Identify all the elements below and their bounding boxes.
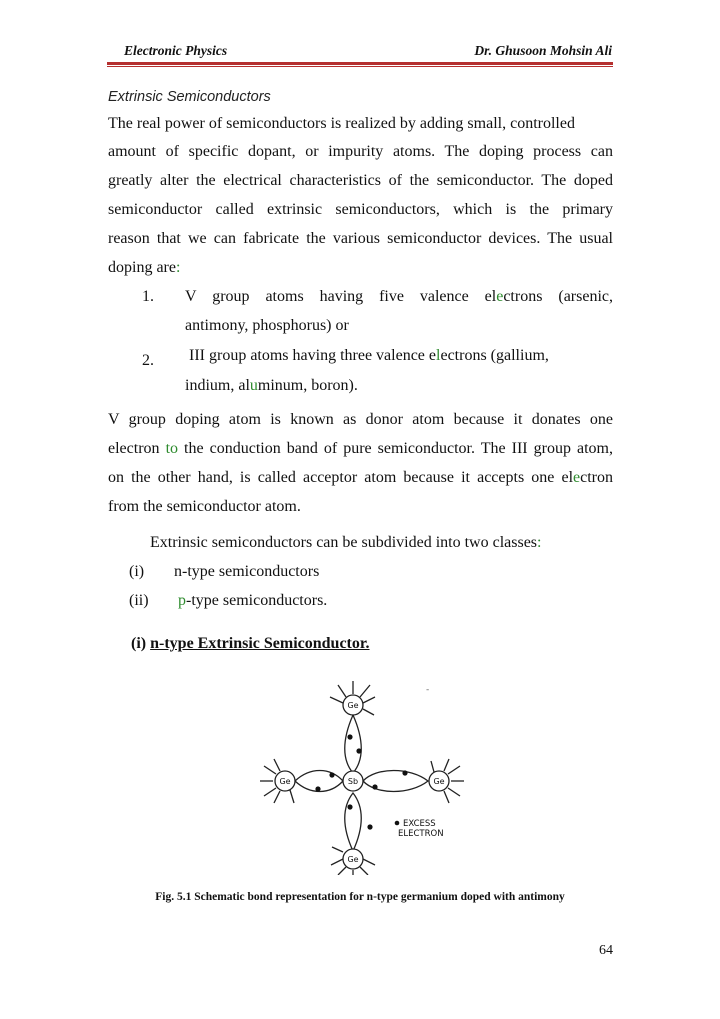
list-item1-line2: antimony, phosphorus) or xyxy=(185,317,349,334)
bond-diagram xyxy=(250,675,480,875)
para1-line5: reason that we can fabricate the various semiconductor devices. The usual xyxy=(108,230,613,247)
list-item2-text-c: ectrons (gallium, xyxy=(440,347,549,364)
para2-line2-b: to xyxy=(165,440,179,457)
bond-lobe-bottom xyxy=(345,793,362,851)
para3-line1-text: Extrinsic semiconductors can be subdivided into two classes xyxy=(150,534,538,551)
atom-top-label: Ge xyxy=(347,701,359,710)
electron xyxy=(315,786,320,791)
list-item2-line2 xyxy=(185,376,358,396)
list-item2-text-a: III group atoms having three valence e xyxy=(189,347,437,364)
subsection-title xyxy=(131,635,370,653)
figure-dash: - xyxy=(426,685,430,695)
class1-number: (i) xyxy=(129,563,145,580)
atom-right-label: Ge xyxy=(433,777,445,786)
para1-line2: amount of specific dopant, or impurity atoms. The doping process can xyxy=(108,143,613,160)
para2-line3 xyxy=(108,468,613,488)
class2-number: (ii) xyxy=(129,592,149,609)
legend-line1: EXCESS xyxy=(403,819,436,829)
list-item2-line2-b: u xyxy=(249,377,258,394)
legend-electron-dot xyxy=(395,821,400,826)
list-item2-number: 2. xyxy=(142,352,154,369)
electron xyxy=(367,824,372,829)
section-title: Extrinsic Semiconductors xyxy=(108,89,271,105)
page-number: 64 xyxy=(599,943,613,958)
list-item1-text-c: ctrons (arsenic, xyxy=(503,288,613,305)
class1-text-b: -type semiconductors xyxy=(182,563,320,580)
header-rule-thin xyxy=(107,66,613,67)
header-right: Dr. Ghusoon Mohsin Ali xyxy=(474,43,612,58)
bond-lobe-right xyxy=(363,771,428,792)
legend-line2: ELECTRON xyxy=(398,829,444,839)
para1-line6 xyxy=(108,258,180,278)
list-item1-text-a: V group atoms having five valence el xyxy=(185,288,497,305)
electron xyxy=(347,804,352,809)
electron xyxy=(402,770,407,775)
para3-line1-colon: : xyxy=(537,534,542,551)
electron xyxy=(347,734,352,739)
para1-line4: semiconductor called extrinsic semiconductors, which is the primary xyxy=(108,201,613,218)
para2-line2-c: the conduction band of pure semiconductor. The III group atom, xyxy=(178,440,614,457)
list-item2-line2-c: minum, boron). xyxy=(257,377,358,394)
class2-text-a: p xyxy=(178,592,186,609)
class1-text-a: n xyxy=(174,563,182,580)
para2-line3-a: on the other hand, is called acceptor atom because it accepts one el xyxy=(108,469,574,486)
para1-line6-colon: : xyxy=(175,259,181,276)
electron xyxy=(356,748,361,753)
para1-line3: greatly alter the electrical characteristics of the semiconductor. The doped xyxy=(108,172,613,189)
para2-line4: from the semiconductor atom. xyxy=(108,498,301,515)
para2-line1: V group doping atom is known as donor atom because it donates one xyxy=(108,411,613,428)
list-item1-text-b: e xyxy=(496,288,504,305)
atom-center-label: Sb xyxy=(347,777,359,786)
para1-line6-text: doping are xyxy=(108,259,176,276)
subsection-number: (i) xyxy=(131,635,151,652)
electron xyxy=(372,784,377,789)
list-item2-line1 xyxy=(189,346,549,366)
para3-line1 xyxy=(150,533,541,553)
para2-line3-b: e xyxy=(573,469,581,486)
class2-text xyxy=(178,591,327,611)
para1-line1: The real power of semiconductors is realized by adding small, controlled xyxy=(108,115,575,132)
electron xyxy=(329,772,334,777)
para2-line2-a: electron xyxy=(108,440,166,457)
header-rule-thick xyxy=(107,62,613,65)
atom-left-label: Ge xyxy=(279,777,291,786)
class2-text-b: -type semiconductors. xyxy=(186,592,328,609)
header-left: Electronic Physics xyxy=(124,43,228,58)
para2-line2 xyxy=(108,439,613,459)
list-item1-number: 1. xyxy=(142,288,154,305)
class1-text xyxy=(174,562,319,582)
list-item2-line2-a: indium, al xyxy=(185,377,250,394)
list-item1-line1 xyxy=(185,287,613,307)
bond-lobe-top xyxy=(345,715,362,773)
figure-caption: Fig. 5.1 Schematic bond representation for n-type germanium doped with antimony xyxy=(155,891,565,903)
subsection-text: n-type Extrinsic Semiconductor. xyxy=(150,635,370,652)
atom-bottom-label: Ge xyxy=(347,855,359,864)
list-item2-text-b: l xyxy=(436,347,441,364)
para2-line3-c: ctron xyxy=(580,469,613,486)
